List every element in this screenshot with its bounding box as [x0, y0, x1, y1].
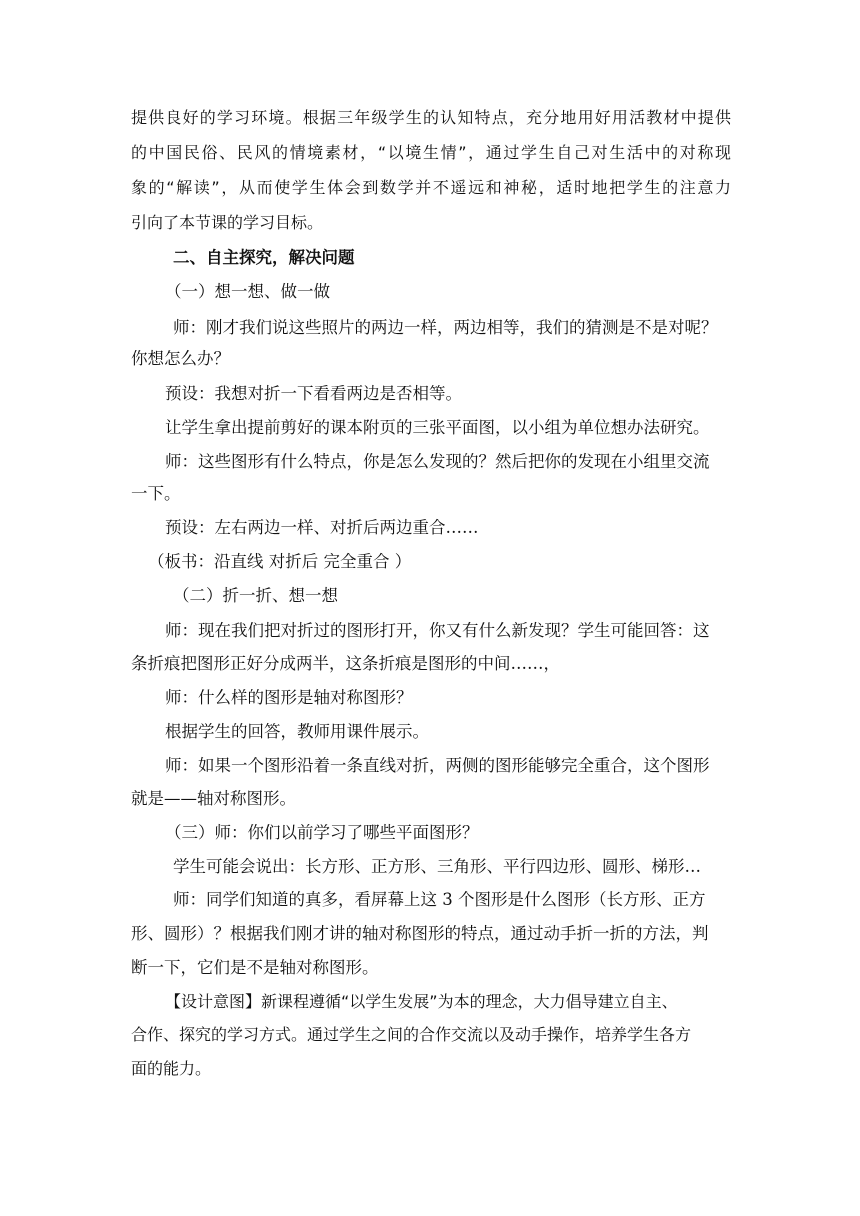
teacher-question-2-line-2: 一下。 [131, 484, 181, 503]
teacher-question-4: 师：什么样的图形是轴对称图形？ [165, 688, 413, 707]
design-intent-line-2: 合作、探究的学习方式。通过学生之间的合作交流以及动手操作，培养学生各方 [131, 1025, 692, 1044]
design-intent-line-1: 【设计意图】新课程遵循“以学生发展”为本的理念，大力倡导建立自主、 [165, 992, 678, 1011]
teacher-question-5-line-3: 断一下，它们是不是轴对称图形。 [131, 958, 379, 977]
preset-answer-2: 预设：左右两边一样、对折后两边重合…… [165, 518, 479, 537]
para1-line-4: 引向了本节课的学习目标。 [131, 213, 324, 232]
student-answer: 学生可能会说出：长方形、正方形、三角形、平行四边形、圆形、梯形… [173, 857, 701, 876]
para1-line-2: 的中国民俗、民风的情境素材，“以境生情”，通过学生自己对生活中的对称现 [131, 143, 731, 162]
teacher-question-5-line-1: 师：同学们知道的真多，看屏幕上这 3 个图形是什么图形（长方形、正方 [173, 890, 706, 909]
subsection-3-title: （三）师：你们以前学习了哪些平面图形？ [165, 823, 479, 842]
teacher-question-2-line-1: 师：这些图形有什么特点，你是怎么发现的？然后把你的发现在小组里交流 [165, 452, 710, 471]
teacher-question-1-line-2: 你想怎么办？ [131, 349, 230, 368]
para1-line-3: 象的“解读”，从而使学生体会到数学并不遥远和神秘，适时地把学生的注意力 [131, 178, 731, 197]
courseware-note: 根据学生的回答，教师用课件展示。 [165, 722, 429, 741]
teacher-question-3-line-1: 师：现在我们把对折过的图形打开，你又有什么新发现？学生可能回答：这 [165, 621, 710, 640]
section-heading: 二、自主探究，解决问题 [173, 248, 355, 267]
teacher-question-1-line-1: 师：刚才我们说这些照片的两边一样，两边相等，我们的猜测是不是对呢？ [173, 318, 718, 337]
para1-line-1: 提供良好的学习环境。根据三年级学生的认知特点，充分地用好用活教材中提供 [131, 108, 731, 127]
teacher-question-3-line-2: 条折痕把图形正好分成两半，这条折痕是图形的中间……， [131, 654, 560, 673]
subsection-2-title: （二）折一折、想一想 [173, 586, 338, 605]
subsection-1-title: （一）想一想、做一做 [165, 282, 330, 301]
preset-answer-1: 预设：我想对折一下看看两边是否相等。 [165, 384, 462, 403]
definition-line-2: 就是——轴对称图形。 [131, 789, 296, 808]
board-writing: （板书：沿直线 对折后 完全重合 ） [148, 552, 412, 571]
task-instruction: 让学生拿出提前剪好的课本附页的三张平面图，以小组为单位想办法研究。 [165, 418, 710, 437]
design-intent-line-3: 面的能力。 [131, 1059, 212, 1078]
teacher-question-5-line-2: 形、圆形）？根据我们刚才讲的轴对称图形的特点，通过动手折一折的方法，判 [131, 924, 709, 943]
definition-line-1: 师：如果一个图形沿着一条直线对折，两侧的图形能够完全重合，这个图形 [165, 756, 710, 775]
